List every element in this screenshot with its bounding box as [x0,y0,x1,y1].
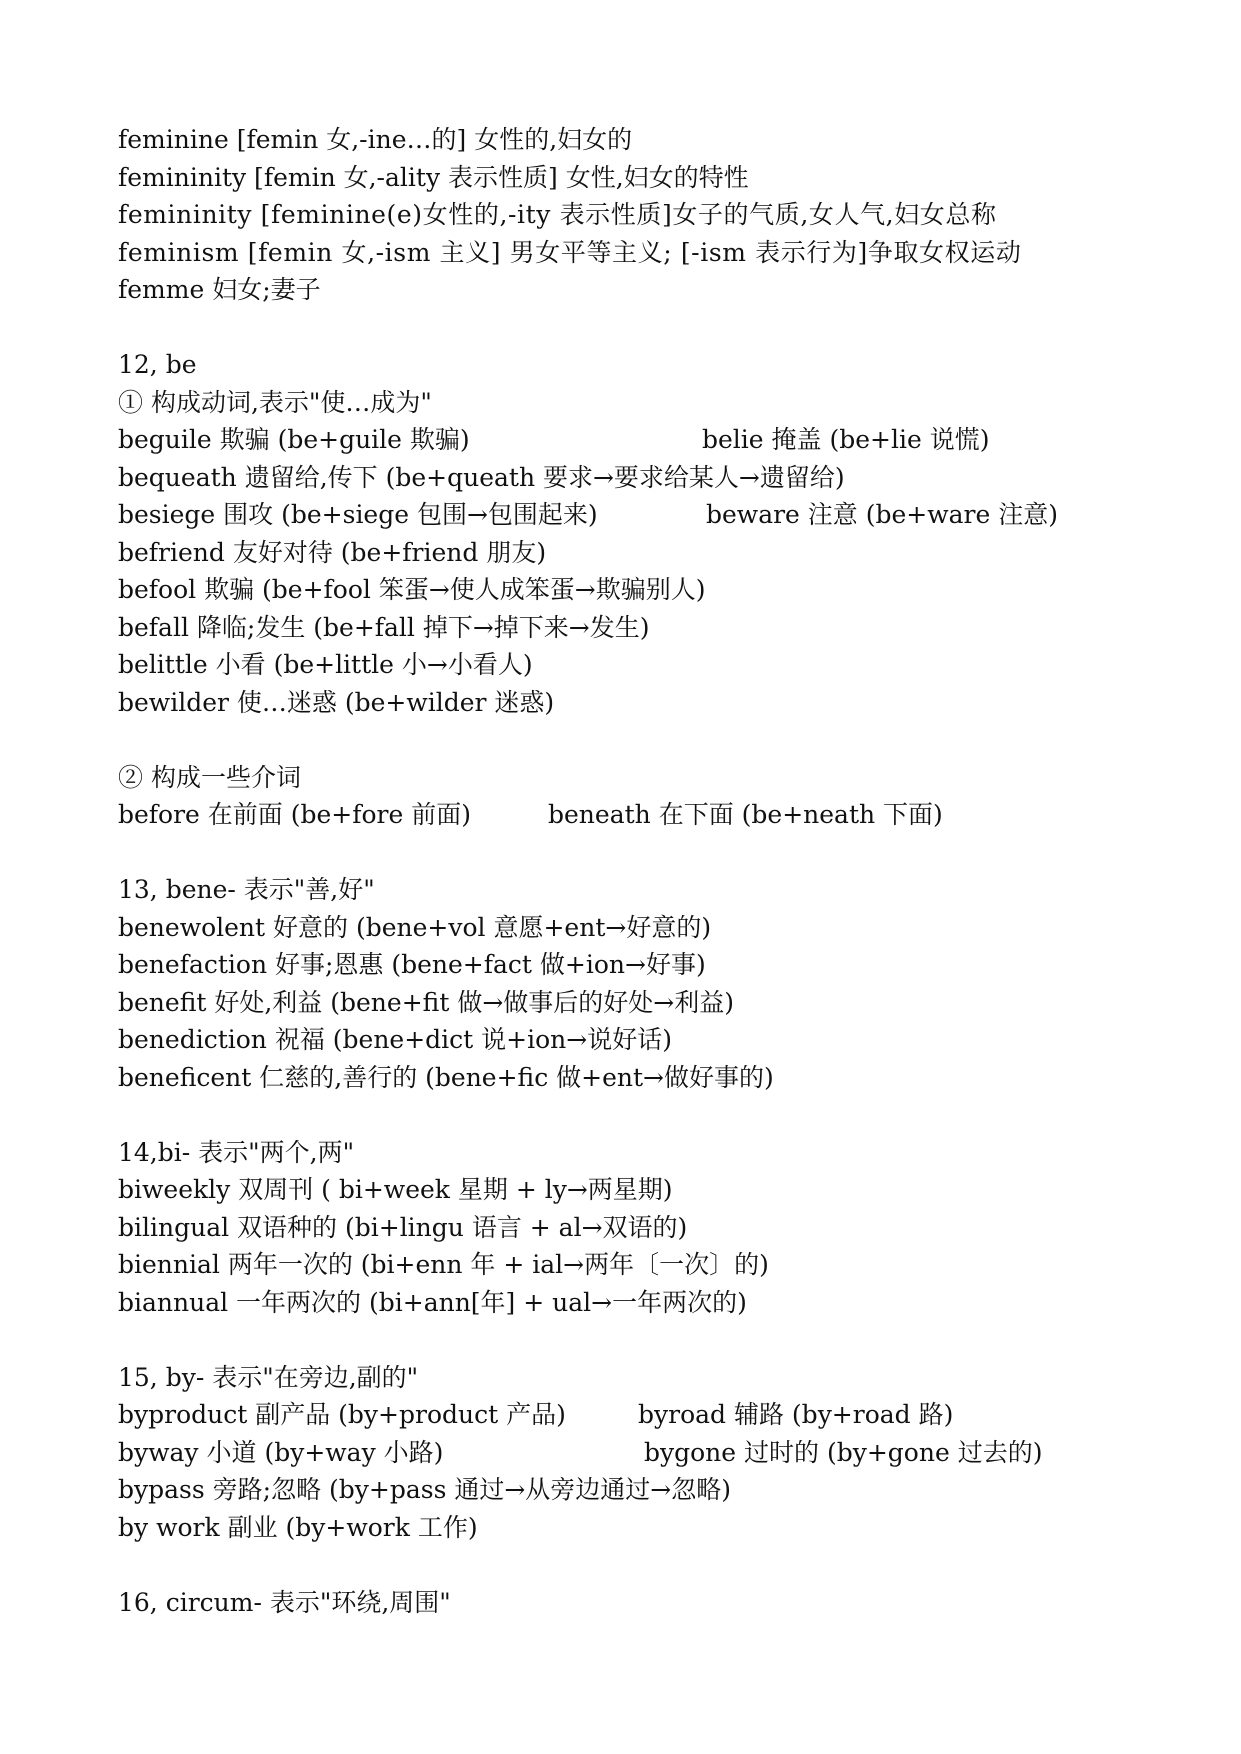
section-heading-be: 12, be [118,350,197,379]
entry-befall: befall 降临;发生 (be+fall 掉下→掉下来→发生) [118,612,650,642]
entry-beneficent: beneficent 仁慈的,善行的 (bene+fic 做+ent→做好事的) [118,1062,774,1092]
entry-biweekly: biweekly 双周刊 ( bi+week 星期 + ly→两星期) [118,1175,673,1204]
spacer [118,721,1128,759]
document-body [118,121,1128,1621]
entry-feminine: feminine [femin 女,-ine…的] 女性的,妇女的 [118,125,633,154]
entry-biannual: biannual 一年两次的 (bi+ann[年] + ual→一年两次的) [118,1287,747,1317]
entry-belie: belie 掩盖 (be+lie 说慌) [702,425,990,454]
section-heading-circum: 16, circum- 表示"环绕,周围" [118,1587,451,1617]
spacer [118,1096,1128,1134]
entry-benewolent: benewolent 好意的 (bene+vol 意愿+ent→好意的) [118,912,712,942]
entry-row-before-beneath [118,796,1128,834]
entry-bypass: bypass 旁路;忽略 (by+pass 通过→从旁边通过→忽略) [118,1475,732,1504]
entry-beguile: beguile 欺骗 (be+guile 欺骗) [118,425,470,454]
entry-row-beguile-belie [118,421,1128,459]
entry-femininity-1: femininity [femin 女,-ality 表示性质] 女性,妇女的特性 [118,162,749,192]
entry-bequeath: bequeath 遗留给,传下 (be+queath 要求→要求给某人→遗留给) [118,462,845,492]
entry-bilingual: bilingual 双语种的 (bi+lingu 语言 + al→双语的) [118,1212,688,1242]
entry-belittle: belittle 小看 (be+little 小→小看人) [118,650,533,679]
subheading-be-verbs: ① 构成动词,表示"使…成为" [118,387,432,417]
entry-byway: byway 小道 (by+way 小路) [118,1437,444,1467]
entry-benefaction: benefaction 好事;恩惠 (bene+fact 做+ion→好事) [118,950,706,979]
entry-femininity-2: femininity [feminine(e)女性的,-ity 表示性质]女子的气质,女人气,妇女总称 [118,200,997,229]
entry-beneath: beneath 在下面 (be+neath 下面) [548,800,943,829]
subheading-be-prepositions: ② 构成一些介词 [118,762,301,792]
entry-byproduct: byproduct 副产品 (by+product 产品) [118,1400,566,1429]
entry-beware: beware 注意 (be+ware 注意) [706,500,1058,529]
section-heading-bi: 14,bi- 表示"两个,两" [118,1137,355,1167]
entry-befriend: befriend 友好对待 (be+friend 朋友) [118,537,547,567]
entry-besiege: besiege 围攻 (be+siege 包围→包围起来) [118,500,598,529]
spacer [118,1546,1128,1584]
entry-bygone: bygone 过时的 (by+gone 过去的) [644,1437,1043,1467]
entry-feminism: feminism [femin 女,-ism 主义] 男女平等主义; [-ism 表示行为]争取女权运动 [118,237,1022,267]
entry-bewilder: bewilder 使…迷惑 (be+wilder 迷惑) [118,687,555,717]
entry-benediction: benediction 祝福 (bene+dict 说+ion→说好话) [118,1025,672,1054]
entry-row-besiege-beware [118,496,1128,534]
entry-befool: befool 欺骗 (be+fool 笨蛋→使人成笨蛋→欺骗别人) [118,575,706,604]
entry-row-byproduct-byroad [118,1396,1128,1434]
section-heading-bene: 13, bene- 表示"善,好" [118,875,375,904]
entry-before: before 在前面 (be+fore 前面) [118,800,471,829]
entry-by-work: by work 副业 (by+work 工作) [118,1512,478,1542]
entry-femme: femme 妇女;妻子 [118,275,321,304]
entry-byroad: byroad 辅路 (by+road 路) [638,1400,954,1429]
spacer [118,834,1128,872]
section-heading-by: 15, by- 表示"在旁边,副的" [118,1362,419,1392]
spacer [118,1321,1128,1359]
entry-benefit: benefit 好处,利益 (bene+fit 做→做事后的好处→利益) [118,987,734,1017]
spacer [118,309,1128,347]
entry-biennial: biennial 两年一次的 (bi+enn 年 + ial→两年〔一次〕的) [118,1250,769,1279]
entry-row-byway-bygone [118,1434,1128,1472]
